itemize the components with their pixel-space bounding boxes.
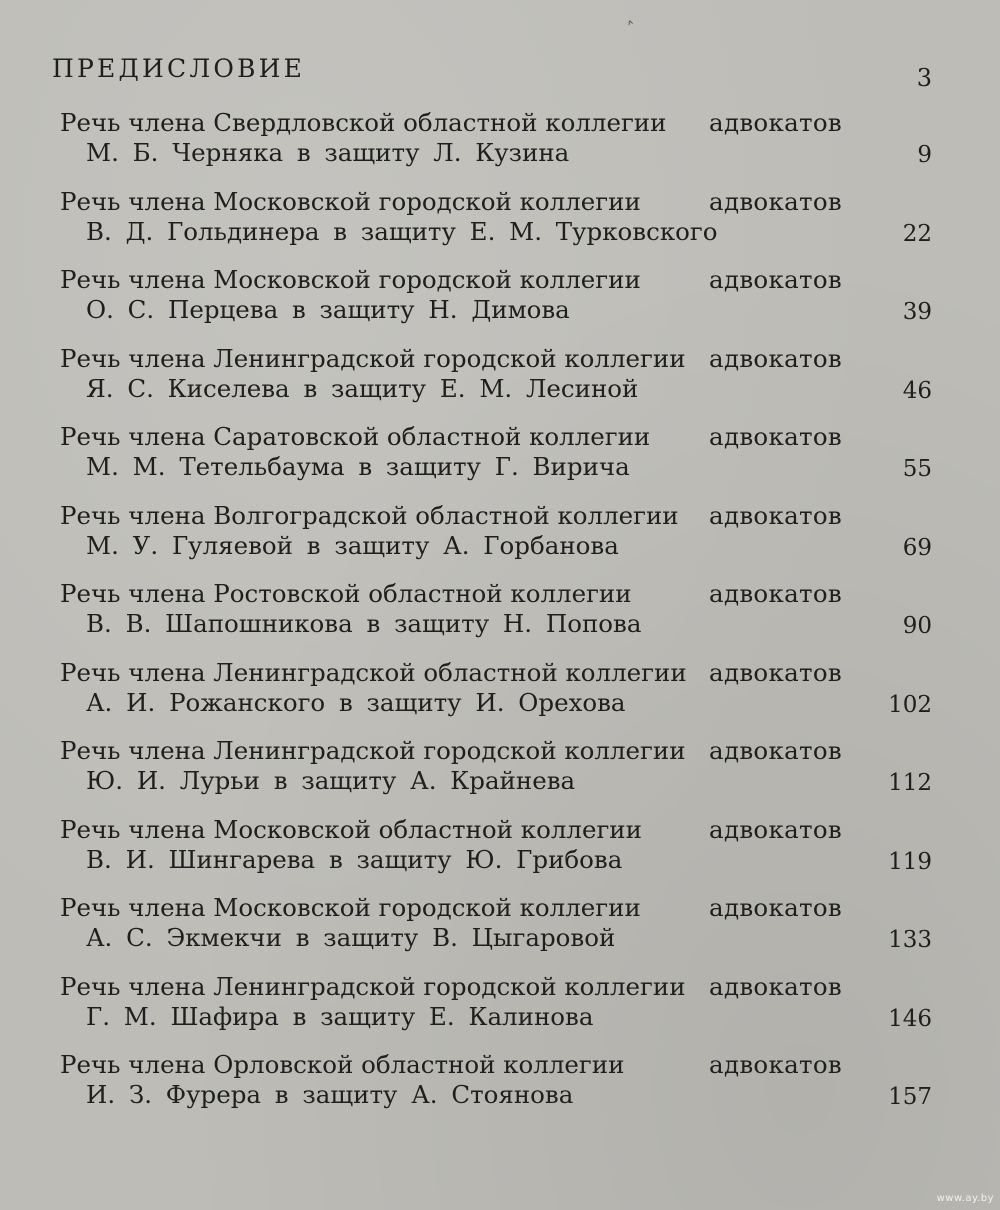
entry-adv: адвокатов <box>709 108 842 137</box>
toc-entry <box>60 579 932 658</box>
entry-page-number: 157 <box>888 1084 932 1110</box>
entry-adv: адвокатов <box>709 422 842 451</box>
pencil-mark: ˄ <box>624 17 640 38</box>
entry-subject: М. У. Гуляевой в защиту А. Горбанова <box>86 530 619 560</box>
entry-line-1 <box>60 501 842 530</box>
entry-page-number: 46 <box>902 377 932 404</box>
entry-subject: М. Б. Черняка в защиту Л. Кузина <box>86 138 570 167</box>
watermark-text: www.ay.by <box>936 1193 994 1204</box>
entry-adv: адвокатов <box>709 186 842 216</box>
toc-entry <box>60 501 932 580</box>
toc-entry <box>60 187 932 266</box>
entry-intro: Речь члена Московской городской коллегии <box>60 186 641 216</box>
entry-line-1 <box>60 265 842 294</box>
entry-page-number: 9 <box>917 142 932 168</box>
entry-line-1 <box>60 344 842 373</box>
toc-entry <box>60 422 932 501</box>
entry-page-number: 69 <box>902 534 932 561</box>
entry-subject: В. В. Шапошникова в защиту Н. Попова <box>86 609 642 638</box>
toc-entry <box>60 658 932 737</box>
toc-entry <box>60 1050 932 1129</box>
entry-intro: Речь члена Ленинградской городской коллегии <box>60 343 686 373</box>
entry-adv: адвокатов <box>709 971 842 1001</box>
entry-line-1 <box>60 972 842 1001</box>
entry-subject: В. Д. Гольдинера в защиту Е. М. Турковского <box>86 216 718 246</box>
entry-intro: Речь члена Ленинградской городской коллегии <box>60 736 686 765</box>
entry-subject: Г. М. Шафира в защиту Е. Калинова <box>86 1001 594 1031</box>
entry-adv: адвокатов <box>709 1050 842 1079</box>
entry-line-1 <box>60 1050 842 1079</box>
entry-adv: адвокатов <box>709 265 842 294</box>
entry-intro: Речь члена Московской областной коллегии <box>60 814 642 844</box>
entry-page-number: 133 <box>888 927 932 953</box>
toc-entry <box>60 815 932 894</box>
entry-intro: Речь члена Свердловской областной коллегии <box>60 108 667 137</box>
entry-page-number: 112 <box>888 770 932 796</box>
toc-entry <box>60 265 932 344</box>
entry-subject: А. И. Рожанского в защиту И. Орехова <box>86 687 626 717</box>
entry-page-number: 119 <box>888 848 932 875</box>
toc-entry <box>60 893 932 972</box>
entry-adv: адвокатов <box>709 814 842 844</box>
toc-entry <box>60 972 932 1051</box>
entry-line-1 <box>60 658 842 687</box>
entry-adv: адвокатов <box>709 657 842 687</box>
toc-entry <box>60 108 932 187</box>
entry-line-1 <box>60 108 842 137</box>
toc-entry <box>60 736 932 815</box>
entry-subject: В. И. Шингарева в защиту Ю. Грибова <box>86 844 623 874</box>
entry-line-1 <box>60 579 842 608</box>
entry-line-1 <box>60 187 842 216</box>
table-of-contents <box>60 108 932 1129</box>
entry-subject: М. М. Тетельбаума в защиту Г. Вирича <box>86 452 630 481</box>
entry-page-number: 22 <box>902 220 932 247</box>
entry-intro: Речь члена Волгоградской областной коллегии <box>60 500 679 530</box>
entry-page-number: 39 <box>902 299 932 325</box>
entry-subject: О. С. Перцева в защиту Н. Димова <box>86 295 570 324</box>
entry-line-1 <box>60 815 842 844</box>
entry-adv: адвокатов <box>709 500 842 530</box>
entry-subject: Я. С. Киселева в защиту Е. М. Лесиной <box>86 373 639 403</box>
entry-page-number: 102 <box>888 691 932 718</box>
entry-adv: адвокатов <box>709 579 842 608</box>
entry-intro: Речь члена Ленинградской областной коллегии <box>60 657 687 687</box>
entry-line-1 <box>60 736 842 765</box>
entry-intro: Речь члена Московской городской коллегии <box>60 893 641 922</box>
entry-line-1 <box>60 422 842 451</box>
entry-adv: адвокатов <box>709 343 842 373</box>
entry-intro: Речь члена Ростовской областной коллегии <box>60 579 632 608</box>
entry-intro: Речь члена Орловской областной коллегии <box>60 1050 625 1079</box>
entry-adv: адвокатов <box>709 736 842 765</box>
entry-intro: Речь члена Саратовской областной коллегии <box>60 422 651 451</box>
entry-line-1 <box>60 893 842 922</box>
entry-subject: Ю. И. Лурьи в защиту А. Крайнева <box>86 766 576 795</box>
entry-page-number: 146 <box>888 1005 932 1032</box>
preface-title: ПРЕДИСЛОВИЕ <box>52 54 306 83</box>
entry-adv: адвокатов <box>709 893 842 922</box>
entry-page-number: 90 <box>902 613 932 639</box>
entry-subject: И. З. Фурера в защиту А. Стоянова <box>86 1080 574 1109</box>
entry-intro: Речь члена Московской городской коллегии <box>60 265 641 294</box>
entry-intro: Речь члена Ленинградской городской коллегии <box>60 971 686 1001</box>
entry-page-number: 55 <box>902 456 932 482</box>
preface-page-number: 3 <box>916 64 932 92</box>
preface-row <box>52 50 932 90</box>
toc-entry <box>60 344 932 423</box>
entry-subject: А. С. Экмекчи в защиту В. Цыгаровой <box>86 923 616 952</box>
